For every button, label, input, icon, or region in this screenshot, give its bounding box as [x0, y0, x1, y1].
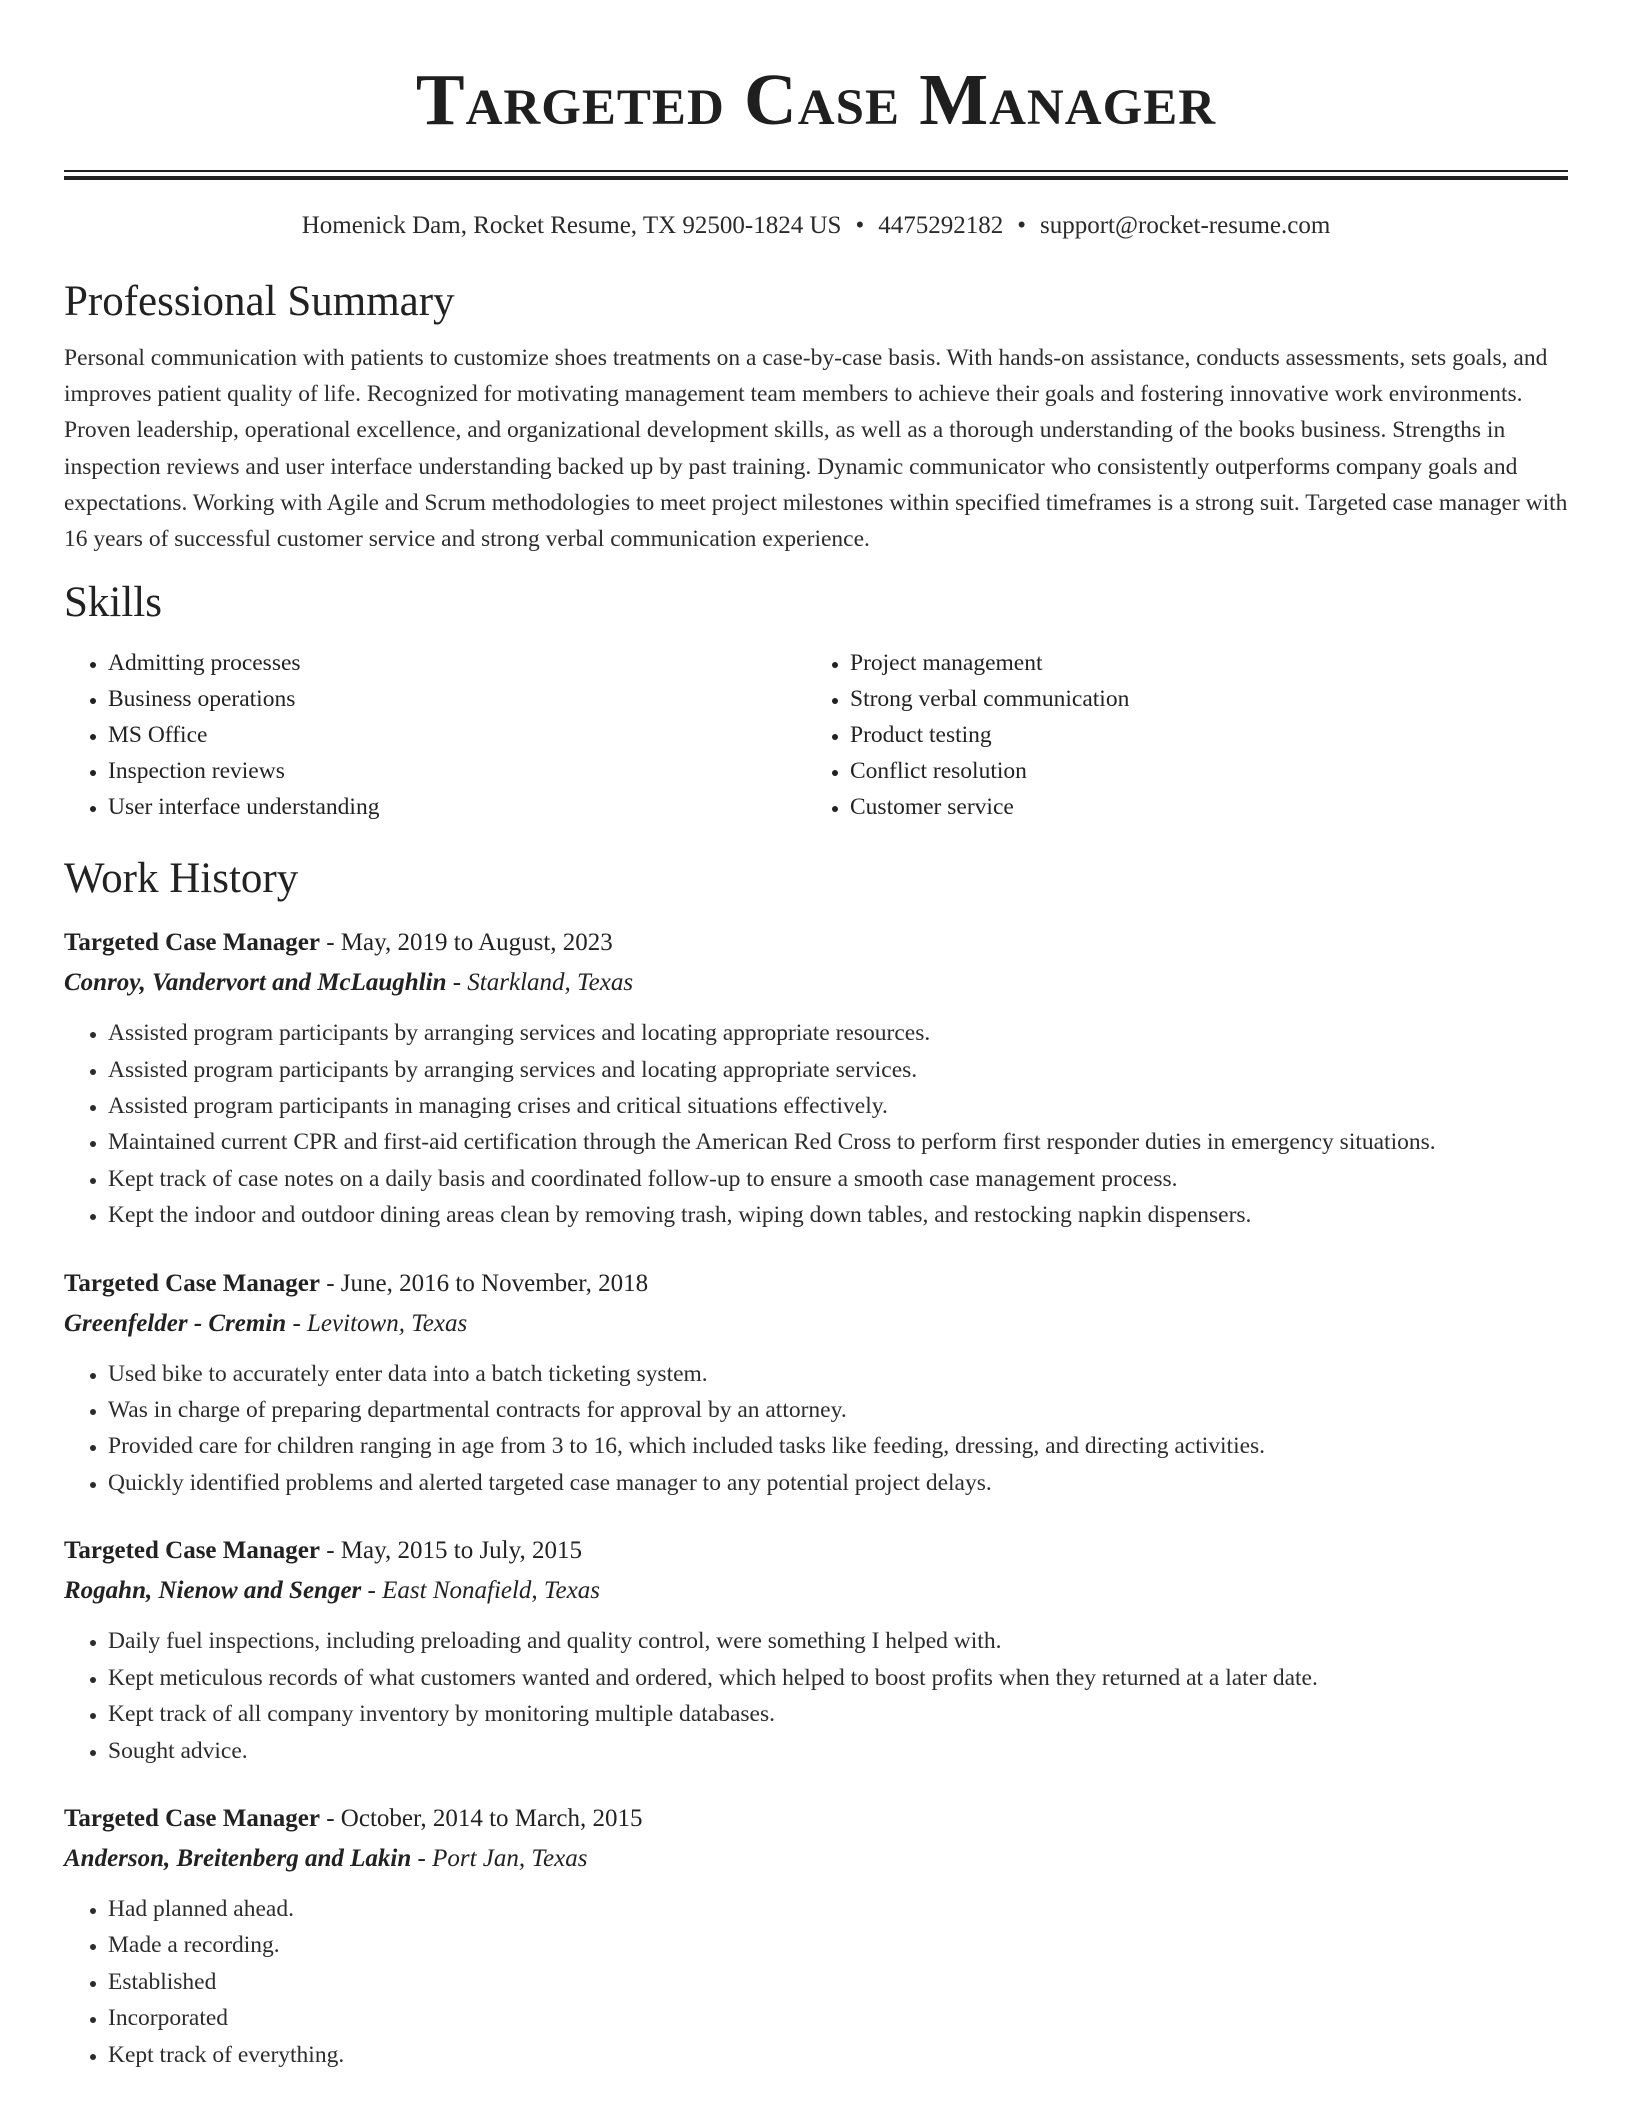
job-header	[64, 1264, 1568, 1304]
job-bullet: • Kept the indoor and outdoor dining areas clean by removing trash, wiping down tables, and restocking napkin dispensers.	[108, 1197, 1568, 1233]
skill-item: • Inspection reviews	[108, 753, 806, 789]
job-company: Anderson, Breitenberg and Lakin	[64, 1844, 412, 1872]
job-entry	[64, 1264, 1568, 1502]
job-bullet: • Maintained current CPR and first-aid certification through the American Red Cross to perform first responder duties in emergency situations.	[108, 1124, 1568, 1160]
job-bullet: • Quickly identified problems and alerted targeted case manager to any potential project delays.	[108, 1465, 1568, 1501]
job-bullet: • Assisted program participants by arranging services and locating appropriate resources.	[108, 1015, 1568, 1051]
skill-item: • User interface understanding	[108, 789, 806, 825]
job-bullet: • Kept track of everything.	[108, 2037, 1568, 2073]
skill-item: • Admitting processes	[108, 645, 806, 681]
job-bullet: • Used bike to accurately enter data into a batch ticketing system.	[108, 1356, 1568, 1392]
skill-item: • Product testing	[850, 717, 1550, 753]
resume-page	[64, 0, 1568, 2073]
job-organization	[64, 1839, 1568, 1879]
job-bullet: • Was in charge of preparing departmental contracts for approval by an attorney.	[108, 1392, 1568, 1428]
job-bullet: • Established	[108, 1964, 1568, 2000]
job-location: - Port Jan, Texas	[411, 1844, 588, 1872]
job-dates: - May, 2019 to August, 2023	[319, 929, 613, 957]
job-role: Targeted Case Manager	[64, 1804, 320, 1832]
skill-item: • Customer service	[850, 789, 1550, 825]
job-bullet: • Sought advice.	[108, 1733, 1568, 1769]
skill-item: • Strong verbal communication	[850, 681, 1550, 717]
contact-line	[64, 210, 1568, 242]
job-bullets	[64, 1623, 1568, 1769]
job-role: Targeted Case Manager	[64, 1269, 320, 1297]
job-entry	[64, 923, 1568, 1233]
title-divider	[64, 170, 1568, 180]
job-bullets	[64, 1356, 1568, 1502]
job-organization	[64, 1304, 1568, 1344]
job-organization	[64, 1571, 1568, 1611]
skills-heading: Skills	[64, 579, 162, 627]
job-bullets	[64, 1015, 1568, 1233]
skill-item: • Business operations	[108, 681, 806, 717]
job-location: - Levitown, Texas	[286, 1309, 468, 1337]
contact-address: Homenick Dam, Rocket Resume, TX 92500-1824 US	[301, 212, 842, 239]
job-bullet: • Provided care for children ranging in age from 3 to 16, which included tasks like feeding, dressing, and directing activities.	[108, 1428, 1568, 1464]
job-bullet: • Kept meticulous records of what customers wanted and ordered, which helped to boost profits when they returned at a later date.	[108, 1660, 1568, 1696]
job-bullet: • Incorporated	[108, 2000, 1568, 2036]
job-role: Targeted Case Manager	[64, 1537, 320, 1565]
skill-item: • MS Office	[108, 717, 806, 753]
job-dates: - May, 2015 to July, 2015	[319, 1537, 583, 1565]
job-bullet: • Assisted program participants by arranging services and locating appropriate services.	[108, 1052, 1568, 1088]
work-history-heading: Work History	[64, 855, 299, 903]
job-bullet: • Made a recording.	[108, 1927, 1568, 1963]
skills-column-right	[806, 645, 1550, 825]
job-bullet: • Assisted program participants in managing crises and critical situations effectively.	[108, 1088, 1568, 1124]
job-dates: - October, 2014 to March, 2015	[319, 1804, 643, 1832]
contact-separator: •	[1017, 212, 1026, 239]
skills-list	[64, 645, 1568, 825]
contact-email: support@rocket-resume.com	[1039, 212, 1331, 239]
resume-title: Targeted Case Manager	[415, 59, 1217, 140]
job-company: Greenfelder - Cremin	[64, 1309, 287, 1337]
job-entry	[64, 1531, 1568, 1769]
job-bullets	[64, 1891, 1568, 2073]
job-bullet: • Kept track of case notes on a daily basis and coordinated follow-up to ensure a smooth case management process.	[108, 1161, 1568, 1197]
job-location: - Starkland, Texas	[446, 969, 634, 997]
summary-heading: Professional Summary	[64, 278, 455, 325]
job-entry	[64, 1799, 1568, 2073]
summary-text: Personal communication with patients to customize shoes treatments on a case-by-case basis. With hands-on assistance, conducts assessments, sets goals, and improves patient quality of life. Recognized for motivating management team members to achieve their goals and fostering innovative work environments. Proven leadership, operational excellence, and organizational development skills, as well as a thorough understanding of the books business. Strengths in inspection reviews and user interface understanding backed up by past training. Dynamic communicator who consistently outperforms company goals and expectations. Working with Agile and Scrum methodologies to meet project milestones within specified timeframes is a strong suit. Targeted case manager with 16 years of successful customer service and strong verbal communication experience.	[64, 345, 1568, 553]
job-bullet: • Kept track of all company inventory by monitoring multiple databases.	[108, 1696, 1568, 1732]
job-header	[64, 1799, 1568, 1839]
job-location: - East Nonafield, Texas	[361, 1577, 600, 1605]
contact-phone: 4475292182	[878, 212, 1004, 239]
skills-column-left	[64, 645, 806, 825]
skill-item: • Project management	[850, 645, 1550, 681]
job-organization	[64, 963, 1568, 1003]
job-header	[64, 923, 1568, 963]
job-bullet: • Daily fuel inspections, including preloading and quality control, were something I helped with.	[108, 1623, 1568, 1659]
job-bullet: • Had planned ahead.	[108, 1891, 1568, 1927]
job-role: Targeted Case Manager	[64, 929, 320, 957]
job-dates: - June, 2016 to November, 2018	[319, 1269, 649, 1297]
contact-separator: •	[855, 212, 865, 239]
job-header	[64, 1531, 1568, 1571]
job-company: Rogahn, Nienow and Senger	[64, 1577, 362, 1605]
skill-item: • Conflict resolution	[850, 753, 1550, 789]
job-company: Conroy, Vandervort and McLaughlin	[64, 969, 447, 997]
